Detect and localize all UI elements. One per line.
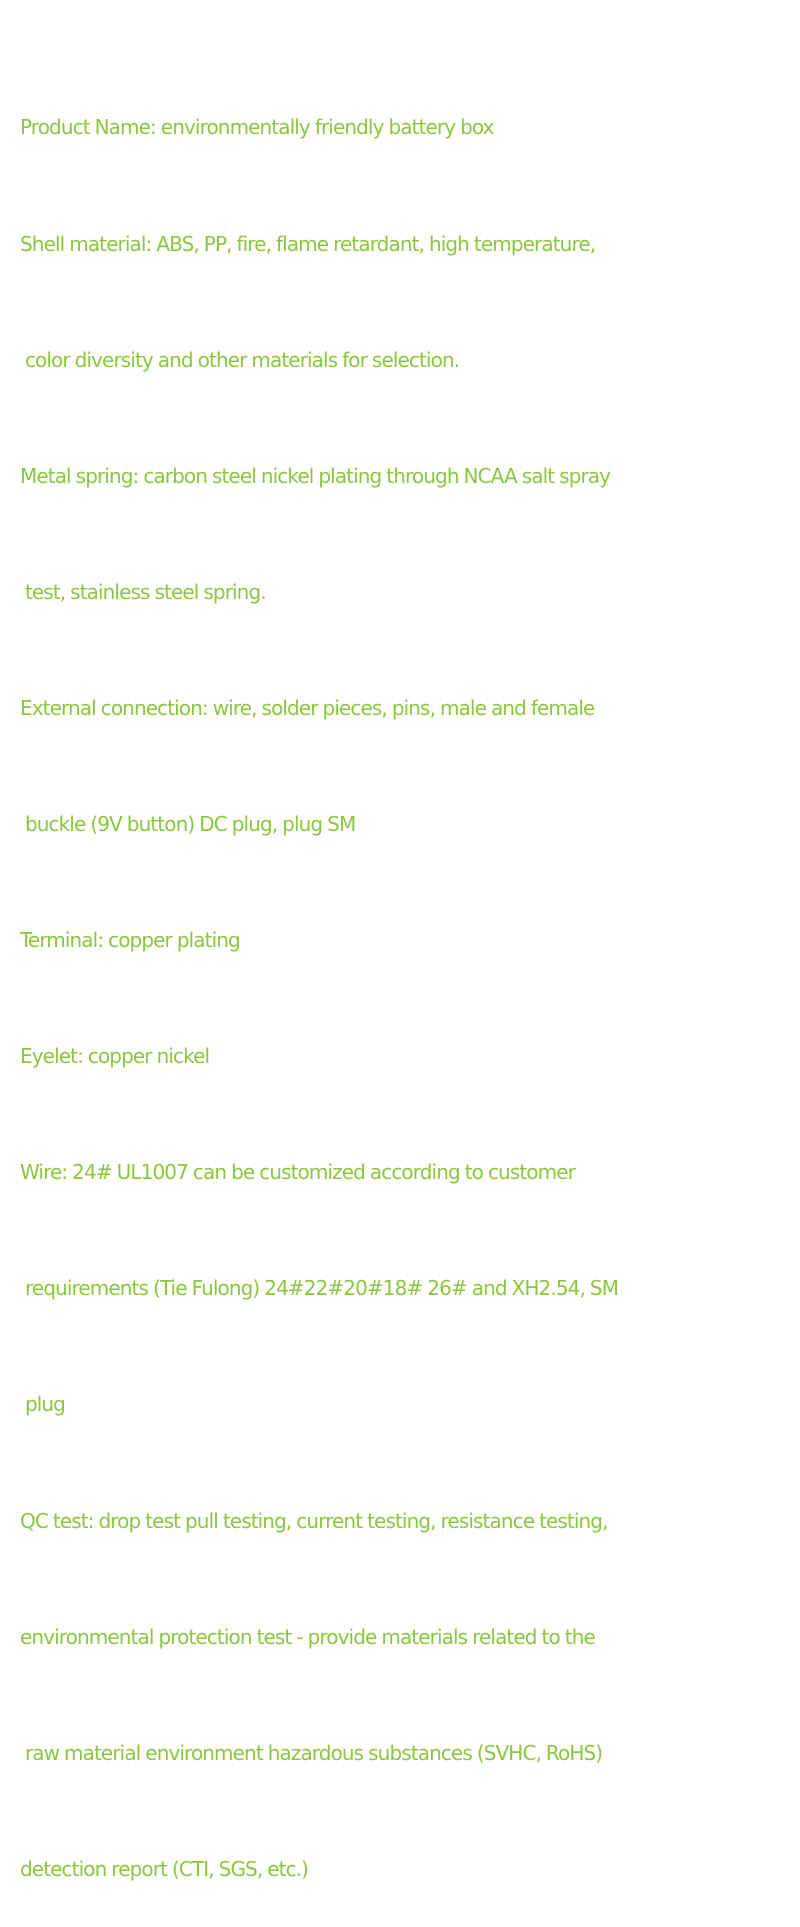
product-spec-text bbox=[20, 31, 790, 1927]
spec-line: Wire: 24# UL1007 can be customized according to customer bbox=[20, 1160, 575, 1185]
spec-line: External connection: wire, solder pieces, pins, male and female bbox=[20, 695, 595, 720]
spec-line: detection report (CTI, SGS, etc.) bbox=[20, 1856, 309, 1881]
spec-line: requirements (Tie Fulong) 24#22#20#18# 26# and XH2.54, SM bbox=[20, 1276, 619, 1301]
spec-line: Metal spring: carbon steel nickel plating through NCAA salt spray bbox=[20, 463, 611, 488]
spec-line: color diversity and other materials for selection. bbox=[20, 347, 460, 372]
spec-line: buckle (9V button) DC plug, plug SM bbox=[20, 811, 356, 836]
spec-line: test, stainless steel spring. bbox=[20, 579, 266, 604]
spec-line: raw material environment hazardous substances (SVHC, RoHS) bbox=[20, 1740, 603, 1765]
spec-line: Shell material: ABS, PP, fire, flame retardant, high temperature, bbox=[20, 231, 596, 256]
spec-line: Product Name: environmentally friendly battery box bbox=[20, 115, 494, 140]
spec-line: plug bbox=[20, 1392, 65, 1417]
spec-line: environmental protection test - provide materials related to the bbox=[20, 1624, 595, 1649]
spec-line: Eyelet: copper nickel bbox=[20, 1044, 210, 1069]
spec-line: Terminal: copper plating bbox=[20, 928, 240, 953]
spec-line: QC test: drop test pull testing, current testing, resistance testing, bbox=[20, 1508, 608, 1533]
